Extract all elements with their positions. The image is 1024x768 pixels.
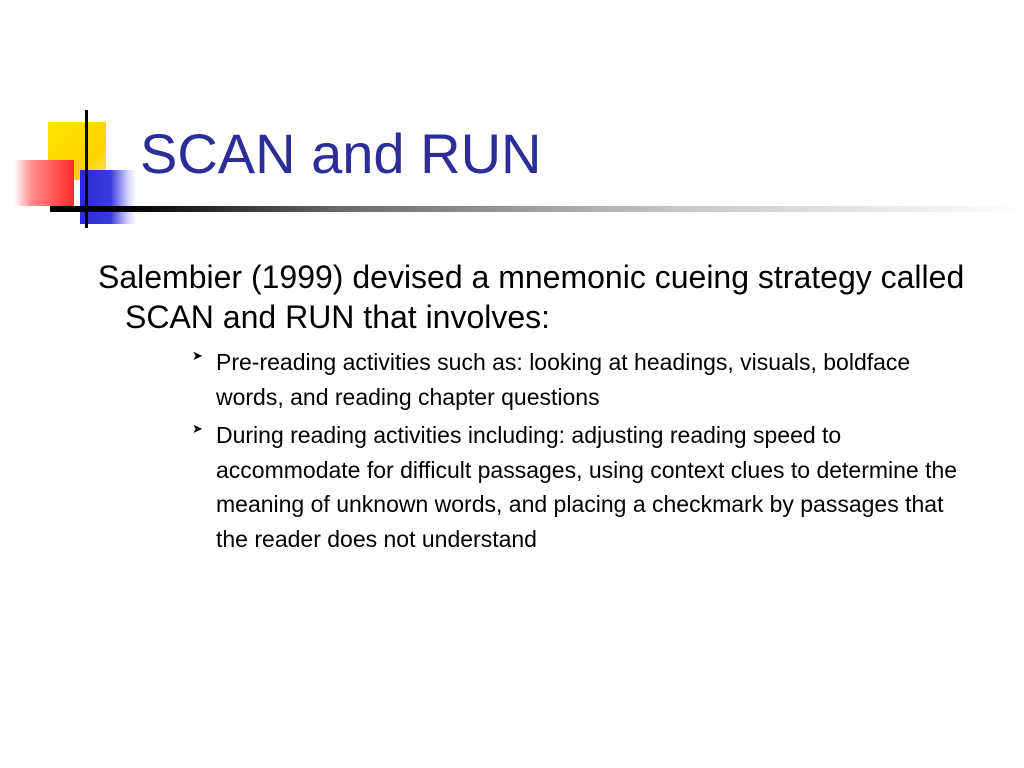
decorative-logo — [0, 0, 160, 240]
bullet-text: Pre-reading activities such as: looking at headings, visuals, boldface words, and reading chapter questions — [216, 349, 911, 410]
bullet-item — [192, 345, 978, 414]
bullet-text: During reading activities including: adjusting reading speed to accommodate for difficult passages, using context clues to determine the meaning of unknown words, and placing a checkmark by passages that the reader does not understand — [216, 422, 958, 552]
blue-square — [80, 170, 136, 224]
red-square — [14, 160, 74, 206]
slide-title: SCAN and RUN — [140, 122, 542, 185]
lead-paragraph: Salembier (1999) devised a mnemonic cueing strategy called SCAN and RUN that involves: — [98, 259, 965, 335]
slide-body — [98, 257, 978, 560]
bullet-list — [98, 345, 978, 556]
title-underline-rule — [50, 206, 1024, 212]
arrowhead-bullet-icon: ➤ — [192, 348, 203, 363]
bullet-item — [192, 418, 978, 556]
arrowhead-bullet-icon: ➤ — [192, 421, 203, 436]
